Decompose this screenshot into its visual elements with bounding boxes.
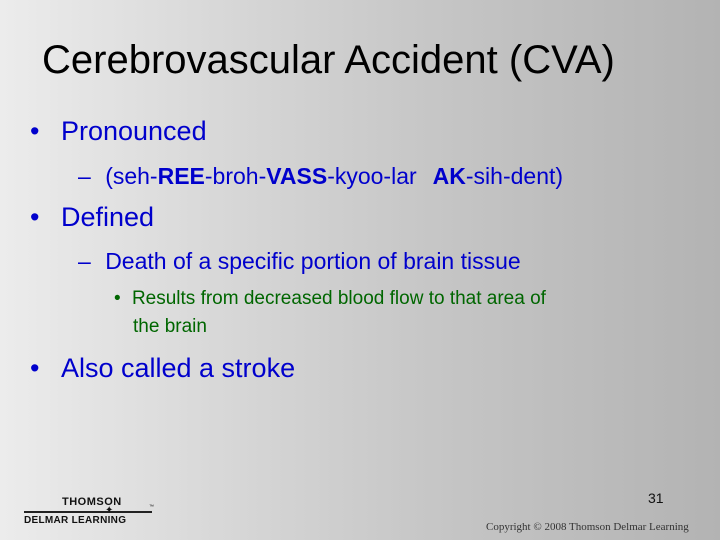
pronunciation-part: -sih-dent) [465,163,564,189]
logo-trademark: ™ [149,504,154,510]
slide-title: Cerebrovascular Accident (CVA) [42,38,615,82]
bullet-text: Defined [60,202,155,232]
bullet-defined [30,202,154,233]
bullet-text: Pronounced [60,116,207,146]
bullet-pronounced [30,116,207,147]
bullet-marker: • [30,353,40,383]
bullet-marker: • [30,116,40,146]
pronunciation-stress: AK [432,163,466,189]
logo-rule [24,511,152,513]
pronunciation-stress: VASS [266,163,328,189]
bullet-also-called [30,353,295,384]
sub-bullet-text: Death of a specific portion of brain tissue [105,248,521,274]
dash-marker: – [78,248,91,274]
sub-sub-bullet-line1 [114,288,546,310]
sub-bullet-definition [78,248,521,275]
logo-text-bottom: DELMAR LEARNING [24,515,127,526]
pronunciation-stress: REE [157,163,205,189]
bullet-marker: • [114,288,121,309]
bullet-marker: • [30,202,40,232]
pronunciation-part: -broh- [204,163,267,189]
dash-marker: – [78,163,91,189]
sub-sub-bullet-line2: the brain [133,316,207,337]
logo-star-icon: ✦ [105,505,114,516]
thomson-delmar-logo [24,494,154,532]
slide-number: 31 [648,490,664,506]
logo-text-top: THOMSON [62,496,122,508]
sub-bullet-pronunciation [78,163,563,190]
pronunciation-part: -kyoo-lar [327,163,417,189]
sub-sub-bullet-text: Results from decreased blood flow to that area of [131,288,546,309]
bullet-text: Also called a stroke [60,353,296,383]
copyright-notice: Copyright © 2008 Thomson Delmar Learning [486,521,689,533]
pronunciation-part: (seh- [105,163,158,189]
